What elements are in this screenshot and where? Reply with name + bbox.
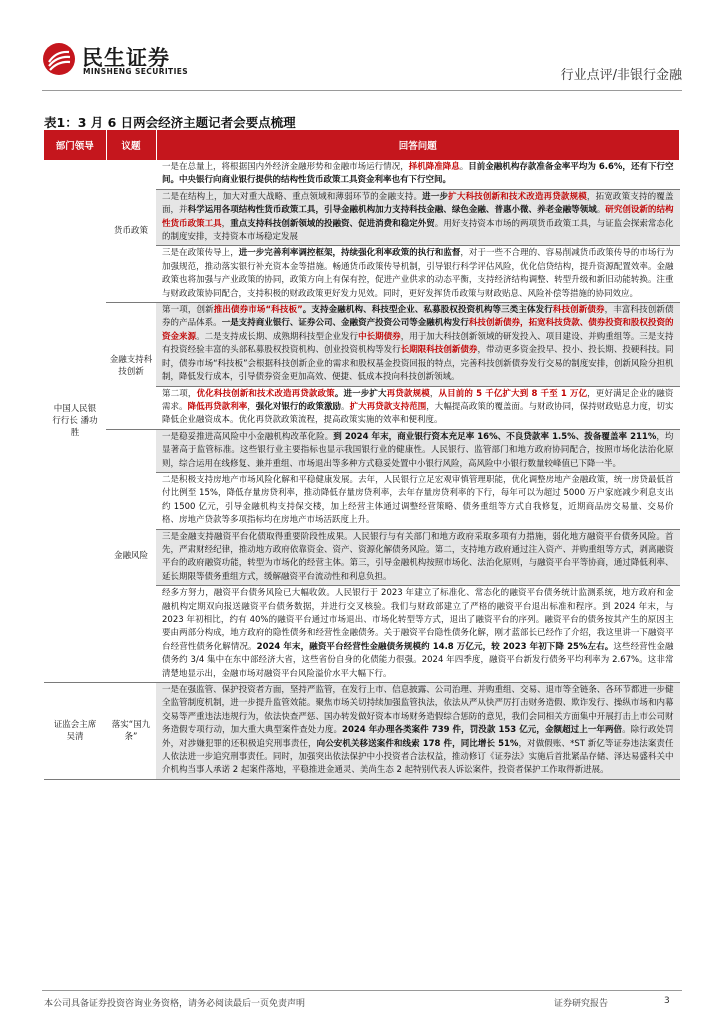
table-row xyxy=(44,683,680,780)
col-header-leader: 部门领导 xyxy=(44,130,106,160)
topic-cell: 金融风险 xyxy=(106,429,156,682)
document-category: 行业点评/非银行金融 xyxy=(560,68,682,83)
table-row xyxy=(44,160,680,189)
table-row xyxy=(44,429,680,472)
col-header-answer: 回答问题 xyxy=(156,130,680,160)
answer-cell: 二是积极支持房地产市场风险化解和平稳健康发展。去年，人民银行立足宏观审慎管理职能，优化调整房地产金融政策，统一房贷最低首付比例至 15%，降低存量房贷利率，推动降低存量房贷利率，去年存量房贷利率的下行，每年可以为超过 5000 万户家庭减少利息支出约 1500 亿元，引导金融机构支持保交楼，加上经营主体通过调整经营策略、债务重组等方式自我修复，近期商品房交易量、交易价格、房地产贷款等多项指标均在房地产市场活跃度上升。 xyxy=(156,472,680,529)
answer-cell: 三是金融支持融资平台化债取得重要阶段性成果。人民银行与有关部门和地方政府采取多项有力措施，弱化地方融资平台债务风险。首先，严肃财经纪律，推动地方政府依靠资金、资产、资源化解债务风险。第二，支持地方政府通过注入资产、并购重组等方式，剥离融资平台的政府融资功能，转型为市场化的经营主体。第三，引导金融机构按照市场化、法治化原则，与融资平台平等协商，通过降低利率、延长期限等债务重组方式，缓解融资平台流动性和利息负担。 xyxy=(156,529,680,586)
leader-cell: 中国人民银行行长 潘功胜 xyxy=(44,160,106,683)
answer-cell: 三是在政策传导上，进一步完善利率调控框架，持续强化利率政策的执行和监督，对于一些不合理的、容易削减货币政策传导的市场行为加强规范，推动落实银行补充资本金等措施。畅通货币政策传导机制，引导银行科学评估风险，优化信贷结构，提升资源配置效率。金融政策也将加强与产业政策的协同，政策方向上有保有控，促进产业供求的动态平衡，支持经济结构调整、转型升级和新旧动能转换。注重与财政政策协同配合，支持积极的财政政策更好发力见效。同时，更好发挥货币政策与财政贴息、风险补偿等措施的协同效应。 xyxy=(156,246,680,303)
answer-cell: 第二项，优化科技创新和技术改造再贷款政策。进一步扩大再贷款规模，从目前的 5 千亿扩大到 8 千至 1 万亿，更好满足企业的融资需求。降低再贷款利率，强化对银行的政策激励。扩大再贷款支持范围，大幅提高政策的覆盖面。与财政协同，保持财政贴息力度，切实降低企业融资成本。优化再贷款政策流程，提高政策实施的效率和便利度。 xyxy=(156,386,680,429)
answer-cell: 一是在总量上，将根据国内外经济金融形势和金融市场运行情况，择机降准降息。目前金融机构存款准备金率平均为 6.6%，还有下行空间。中央银行向商业银行提供的结构性货币政策工具资金利率也有下行空间。 xyxy=(156,160,680,189)
logo-chinese-name: 民生证券 xyxy=(82,46,170,70)
logo-english-name: MINSHENG SECURITIES xyxy=(83,67,189,76)
answer-cell: 二是在结构上，加大对重大战略、重点领域和薄弱环节的金融支持。进一步扩大科技创新和技术改造再贷款规模，拓宽政策支持的覆盖面，并科学运用各项结构性货币政策工具，引导金融机构加力支持科技金融、绿色金融、普惠小微、养老金融等领域。研究创设新的结构性货币政策工具，重点支持科技创新领域的投融资、促进消费和稳定外贸。用好支持资本市场的两项货币政策工具，与证监会探索常态化的制度安排，支持资本市场稳定发展 xyxy=(156,189,680,246)
page-number: 3 xyxy=(664,996,670,1006)
topic-cell: 落实“国九条” xyxy=(106,683,156,780)
answer-cell: 经多方努力，融资平台债务风险已大幅收敛。人民银行于 2023 年建立了标准化、常态化的融资平台债务统计监测系统，地方政府和金融机构定期双向报送融资平台债务数据，并进行交叉核验。我们与财政部建立了严格的融资平台退出标准和程序。到 2024 年末，与 2023 年初相比，约有 40%的融资平台通过市场退出、市场化转型等方式，退出了融资平台的序列。融资平台的债务按其产生的原因主要由两部分构成，地方政府的隐性债务和经营性金融债务。关于融资平台隐性债务化解，刚才蓝部长已经作了介绍，我这里讲一下融资平台经营性债务化解情况。2024 年末，融资平台经营性金融债务规模约 14.8 万亿元，较 2023 年初下降 25%左右。这些经营性金融债务约 3/4 集中在东中部经济大省，这些省份自身的化债能力很强。2024 年四季度，融资平台新发行债务平均利率为 2.67%。这非常清楚地显示出，金融市场对融资平台风险溢价水平大幅下行。 xyxy=(156,586,680,683)
page-header xyxy=(42,40,682,90)
col-header-topic: 议题 xyxy=(106,130,156,160)
topic-cell: 货币政策 xyxy=(106,160,156,303)
minsheng-logo-icon xyxy=(42,42,76,76)
answer-cell: 第一项，创新推出债券市场“科技板”。支持金融机构、科技型企业、私募股权投资机构等三类主体发行科技创新债券，丰富科技创新债券的产品体系。一是支持商业银行、证券公司、金融资产投资公司等金融机构发行科技创新债券，拓宽科技贷款、债券投资和股权投资的资金来源。二是支持成长期、成熟期科技型企业发行中长期债券，用于加大科技创新领域的研发投入、项目建设、并购重组等。三是支持有投资经验丰富的头部私募股权投资机构、创业投资机构等发行长期限科技创新债券，带动更多资金投早、投小、投长期、投硬科技。同时，债券市场“科技板”会根据科技创新企业的需求和股权基金投资回报的特点，完善科技创新债券发行交易的制度安排，创新风险分担机制，降低发行成本，引导债券资金更加高效、便捷、低成本投向科技创新领域。 xyxy=(156,303,680,386)
summary-table xyxy=(44,130,680,780)
topic-cell: 金融支持科技创新 xyxy=(106,303,156,430)
company-logo xyxy=(42,40,212,80)
answer-cell: 一是稳妥推进高风险中小金融机构改革化险。到 2024 年末，商业银行资本充足率 16%、不良贷款率 1.5%、拨备覆盖率 211%，均显著高于监管标准。这些银行业主要指标也显示我国银行业的健康性。人民银行、监管部门和地方政府协同配合，按照市场化法治化原则，综合运用在线修复、兼并重组、市场退出等多种方式稳妥处置中小银行风险，高风险中小银行数量较峰值已下降一半。 xyxy=(156,429,680,472)
footer-disclaimer: 本公司具备证券投资咨询业务资格，请务必阅读最后一页免责声明 xyxy=(44,999,306,1009)
header-divider xyxy=(42,90,682,91)
answer-cell: 一是在强监管、保护投资者方面，坚持严监管，在发行上市、信息披露、公司治理、并购重组、交易、退市等全链条、各环节都进一步健全监管制度机制，进一步提升监管效能。聚焦市场关切持续加强监管执法，依法从严从快严厉打击财务造假、欺诈发行、操纵市场和内幕交易等严重违法违规行为，依法快查严惩、国办转发做好资本市场财务造假综合惩防的意见，我们会同相关方面集中开展打击上市公司财务造假专项行动，加大重大典型案件查处力度。2024 年办理各类案件 739 件，罚没款 153 亿元，金额超过上一年两倍。除行政处罚外，对涉嫌犯罪的还积极追究刑事责任，向公安机关移送案件和线索 178 件，同比增长 51%，对做假账、*ST 新亿等证券违法案责任人依法进一步追究刑事责任。同时，加强突出依法保护中小投资者合法权益，推动修订《证券法》实施后首批紧品存储、泽达易盛科关中介机构当事人承诺 2 起案件落地，平稳推进金通灵、美尚生态 2 起特别代表人诉讼案件，投资者保护工作取得新进展。 xyxy=(156,683,680,780)
table-title: 表1：3 月 6 日两会经济主题记者会要点梳理 xyxy=(44,115,296,130)
table-row xyxy=(44,303,680,386)
footer-divider xyxy=(42,990,682,991)
footer-report-type: 证券研究报告 xyxy=(554,999,609,1009)
leader-cell: 证监会主席 吴清 xyxy=(44,683,106,780)
table-header-row xyxy=(44,130,680,160)
